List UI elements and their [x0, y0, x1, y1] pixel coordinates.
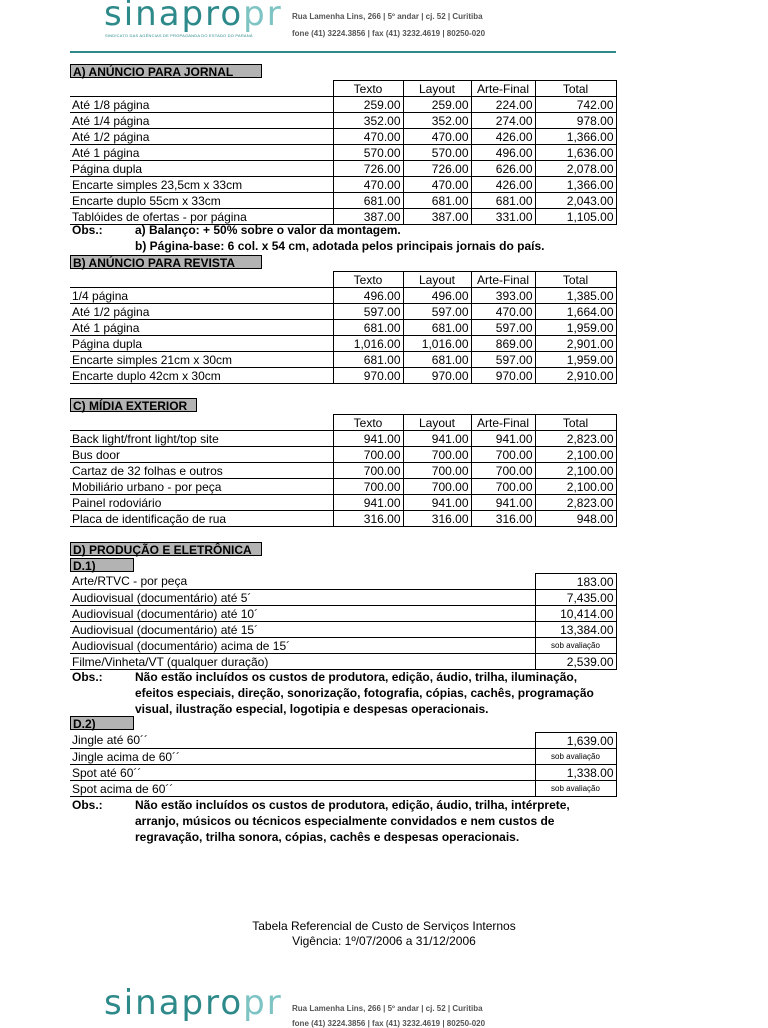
row-label: Até 1/2 página [70, 129, 333, 145]
cell-value: 496.00 [333, 288, 403, 304]
section-c-title: C) MÍDIA EXTERIOR [70, 398, 197, 412]
row-label: Página dupla [70, 336, 333, 352]
table-row [70, 288, 616, 304]
header-spacer [70, 81, 333, 97]
cell-value: 316.00 [403, 511, 471, 527]
column-header: Layout [403, 81, 471, 97]
table-row [70, 781, 616, 797]
row-label: Encarte simples 21cm x 30cm [70, 352, 333, 368]
cell-value: 597.00 [333, 304, 403, 320]
cell-value: 681.00 [403, 352, 471, 368]
row-label: Até 1/4 página [70, 113, 333, 129]
table-row [70, 765, 616, 781]
row-label: Até 1 página [70, 320, 333, 336]
section-d2-title: D.2) [70, 716, 134, 730]
d1-obs-line: Não estão incluídos os custos de produtora, edição, áudio, trilha, iluminação, [135, 670, 578, 684]
cell-value: 970.00 [403, 368, 471, 384]
cell-value: 470.00 [403, 129, 471, 145]
cell-value: 426.00 [471, 177, 535, 193]
footer-contact-line: fone (41) 3224.3856 | fax (41) 3232.4619 | 80250-020 [292, 1019, 486, 1028]
row-label: Audiovisual (documentário) acima de 15´ [70, 638, 535, 654]
cell-value: 1,639.00 [535, 733, 616, 749]
table-header-row [70, 415, 616, 431]
cell-value: 681.00 [333, 320, 403, 336]
d2-obs-label: Obs.: [72, 798, 103, 812]
brand-logo: sinapropr [104, 0, 283, 34]
table-row [70, 749, 616, 765]
magazine-ad-table [70, 271, 617, 384]
cell-value: 387.00 [403, 209, 471, 225]
cell-value: 316.00 [333, 511, 403, 527]
cell-value: 387.00 [333, 209, 403, 225]
cell-value: 1,366.00 [535, 177, 616, 193]
d2-obs-line: regravação, trilha sonora, cópias, cachês e despesas operacionais. [135, 830, 520, 844]
cell-value: 1,016.00 [333, 336, 403, 352]
obs-note-b: b) Página-base: 6 col. x 54 cm, adotada pelos principais jornais do país. [135, 239, 545, 253]
cell-value: 2,078.00 [535, 161, 616, 177]
cell-value: sob avaliação [535, 638, 616, 654]
cell-value: 316.00 [471, 511, 535, 527]
column-header: Total [535, 81, 616, 97]
table-row [70, 606, 616, 622]
row-label: Até 1/2 página [70, 304, 333, 320]
cell-value: 941.00 [471, 431, 535, 447]
row-label: Spot acima de 60´´ [70, 781, 535, 797]
cell-value: 941.00 [403, 431, 471, 447]
footer-address-line: Rua Lamenha Lins, 266 | 5º andar | cj. 52 | Curitiba [292, 1004, 483, 1013]
obs-note-a: a) Balanço: + 50% sobre o valor da montagem. [135, 223, 401, 237]
cell-value: 681.00 [403, 320, 471, 336]
table-row [70, 463, 616, 479]
cell-value: 274.00 [471, 113, 535, 129]
cell-value: 2,100.00 [535, 463, 616, 479]
cell-value: 259.00 [403, 97, 471, 113]
row-label: Encarte duplo 55cm x 33cm [70, 193, 333, 209]
row-label: Até 1 página [70, 145, 333, 161]
cell-value: 597.00 [471, 352, 535, 368]
table-row [70, 352, 616, 368]
footer-title: Tabela Referencial de Custo de Serviços Internos [252, 919, 516, 933]
contact-line: fone (41) 3224.3856 | fax (41) 3232.4619 | 80250-020 [292, 29, 486, 38]
cell-value: 496.00 [403, 288, 471, 304]
cell-value: 570.00 [403, 145, 471, 161]
audio-table [70, 732, 617, 797]
row-label: Spot até 60´´ [70, 765, 535, 781]
column-header: Texto [333, 81, 403, 97]
d1-obs-line: visual, ilustração especial, logotipia e despesas operacionais. [135, 702, 489, 716]
cell-value: 700.00 [403, 479, 471, 495]
cell-value: 941.00 [471, 495, 535, 511]
cell-value: sob avaliação [535, 781, 616, 797]
cell-value: 742.00 [535, 97, 616, 113]
cell-value: 700.00 [333, 463, 403, 479]
d2-obs-line: Não estão incluídos os custos de produtora, edição, áudio, trilha, intérprete, [135, 798, 570, 812]
table-row [70, 447, 616, 463]
cell-value: 700.00 [333, 479, 403, 495]
table-row [70, 129, 616, 145]
cell-value: 470.00 [333, 177, 403, 193]
cell-value: 352.00 [333, 113, 403, 129]
row-label: Back light/front light/top site [70, 431, 333, 447]
table-row [70, 431, 616, 447]
table-row [70, 304, 616, 320]
d2-obs-line: arranjo, músicos ou técnicos especialmente convidados e nem custos de [135, 814, 555, 828]
cell-value: 1,105.00 [535, 209, 616, 225]
cell-value: 948.00 [535, 511, 616, 527]
row-label: Até 1/8 página [70, 97, 333, 113]
row-label: Placa de identificação de rua [70, 511, 333, 527]
column-header: Arte-Final [471, 415, 535, 431]
cell-value: 224.00 [471, 97, 535, 113]
cell-value: 1,636.00 [535, 145, 616, 161]
cell-value: 681.00 [403, 193, 471, 209]
row-label: Audiovisual (documentário) até 10´ [70, 606, 535, 622]
row-label: Filme/Vinheta/VT (qualquer duração) [70, 654, 535, 670]
table-row [70, 622, 616, 638]
table-row [70, 193, 616, 209]
cell-value: 700.00 [333, 447, 403, 463]
column-header: Layout [403, 415, 471, 431]
cell-value: 869.00 [471, 336, 535, 352]
cell-value: 7,435.00 [535, 590, 616, 606]
row-label: Jingle acima de 60´´ [70, 749, 535, 765]
cell-value: 700.00 [403, 447, 471, 463]
cell-value: 2,043.00 [535, 193, 616, 209]
cell-value: 1,366.00 [535, 129, 616, 145]
row-label: Cartaz de 32 folhas e outros [70, 463, 333, 479]
cell-value: 496.00 [471, 145, 535, 161]
newspaper-ad-table [70, 80, 617, 225]
column-header: Total [535, 272, 616, 288]
cell-value: 1,959.00 [535, 320, 616, 336]
cell-value: 10,414.00 [535, 606, 616, 622]
cell-value: 2,910.00 [535, 368, 616, 384]
section-d1-title: D.1) [70, 558, 134, 572]
table-header-row [70, 272, 616, 288]
cell-value: 700.00 [471, 463, 535, 479]
cell-value: 726.00 [333, 161, 403, 177]
row-label: Jingle até 60´´ [70, 733, 535, 749]
row-label: Painel rodoviário [70, 495, 333, 511]
cell-value: 941.00 [403, 495, 471, 511]
cell-value: 1,959.00 [535, 352, 616, 368]
cell-value: 970.00 [471, 368, 535, 384]
table-header-row [70, 81, 616, 97]
cell-value: 681.00 [333, 352, 403, 368]
row-label: Audiovisual (documentário) até 5´ [70, 590, 535, 606]
table-row [70, 574, 616, 590]
table-row [70, 177, 616, 193]
cell-value: 1,016.00 [403, 336, 471, 352]
section-a-title: A) ANÚNCIO PARA JORNAL [70, 64, 262, 78]
d1-obs-label: Obs.: [72, 670, 103, 684]
footer-validity: Vigência: 1º/07/2006 a 31/12/2006 [292, 934, 476, 948]
d1-obs-line: efeitos especiais, direção, sonorização, fotografia, cópias, cachês, programação [135, 686, 594, 700]
table-row [70, 479, 616, 495]
table-row [70, 161, 616, 177]
production-table [70, 573, 617, 670]
cell-value: 597.00 [471, 320, 535, 336]
cell-value: 570.00 [333, 145, 403, 161]
cell-value: 726.00 [403, 161, 471, 177]
header-spacer [70, 415, 333, 431]
cell-value: 2,100.00 [535, 447, 616, 463]
cell-value: 700.00 [471, 447, 535, 463]
cell-value: 2,100.00 [535, 479, 616, 495]
cell-value: sob avaliação [535, 749, 616, 765]
cell-value: 941.00 [333, 495, 403, 511]
table-row [70, 495, 616, 511]
column-header: Texto [333, 415, 403, 431]
cell-value: 2,823.00 [535, 495, 616, 511]
cell-value: 597.00 [403, 304, 471, 320]
column-header: Arte-Final [471, 272, 535, 288]
table-row [70, 113, 616, 129]
table-row [70, 654, 616, 670]
row-label: Encarte simples 23,5cm x 33cm [70, 177, 333, 193]
table-row [70, 511, 616, 527]
cell-value: 681.00 [471, 193, 535, 209]
cell-value: 681.00 [333, 193, 403, 209]
header-rule [70, 51, 616, 53]
cell-value: 183.00 [535, 574, 616, 590]
table-row [70, 145, 616, 161]
cell-value: 13,384.00 [535, 622, 616, 638]
cell-value: 970.00 [333, 368, 403, 384]
cell-value: 2,539.00 [535, 654, 616, 670]
obs-label: Obs.: [72, 223, 103, 237]
table-row [70, 336, 616, 352]
cell-value: 470.00 [333, 129, 403, 145]
cell-value: 941.00 [333, 431, 403, 447]
cell-value: 393.00 [471, 288, 535, 304]
cell-value: 470.00 [403, 177, 471, 193]
header-spacer [70, 272, 333, 288]
cell-value: 331.00 [471, 209, 535, 225]
cell-value: 626.00 [471, 161, 535, 177]
column-header: Total [535, 415, 616, 431]
section-b-title: B) ANÚNCIO PARA REVISTA [70, 255, 262, 269]
row-label: Encarte duplo 42cm x 30cm [70, 368, 333, 384]
cell-value: 700.00 [471, 479, 535, 495]
column-header: Arte-Final [471, 81, 535, 97]
row-label: Arte/RTVC - por peça [70, 574, 535, 590]
outdoor-media-table [70, 414, 617, 527]
table-row [70, 590, 616, 606]
cell-value: 2,901.00 [535, 336, 616, 352]
footer-brand-logo: sinapropr [104, 983, 283, 1023]
row-label: Página dupla [70, 161, 333, 177]
row-label: 1/4 página [70, 288, 333, 304]
table-row [70, 368, 616, 384]
cell-value: 1,338.00 [535, 765, 616, 781]
logo-subtitle: SINDICATO DAS AGÊNCIAS DE PROPAGANDA DO ESTADO DO PARANÁ [105, 33, 253, 38]
section-d-title: D) PRODUÇÃO E ELETRÔNICA [70, 542, 262, 556]
table-row [70, 97, 616, 113]
table-row [70, 733, 616, 749]
table-row [70, 638, 616, 654]
column-header: Texto [333, 272, 403, 288]
cell-value: 470.00 [471, 304, 535, 320]
cell-value: 259.00 [333, 97, 403, 113]
address-line: Rua Lamenha Lins, 266 | 5º andar | cj. 52 | Curitiba [292, 12, 483, 21]
table-row [70, 320, 616, 336]
cell-value: 1,664.00 [535, 304, 616, 320]
cell-value: 2,823.00 [535, 431, 616, 447]
cell-value: 1,385.00 [535, 288, 616, 304]
row-label: Mobiliário urbano - por peça [70, 479, 333, 495]
row-label: Audiovisual (documentário) até 15´ [70, 622, 535, 638]
cell-value: 700.00 [403, 463, 471, 479]
row-label: Tablóides de ofertas - por página [70, 209, 333, 225]
cell-value: 352.00 [403, 113, 471, 129]
row-label: Bus door [70, 447, 333, 463]
cell-value: 426.00 [471, 129, 535, 145]
column-header: Layout [403, 272, 471, 288]
cell-value: 978.00 [535, 113, 616, 129]
